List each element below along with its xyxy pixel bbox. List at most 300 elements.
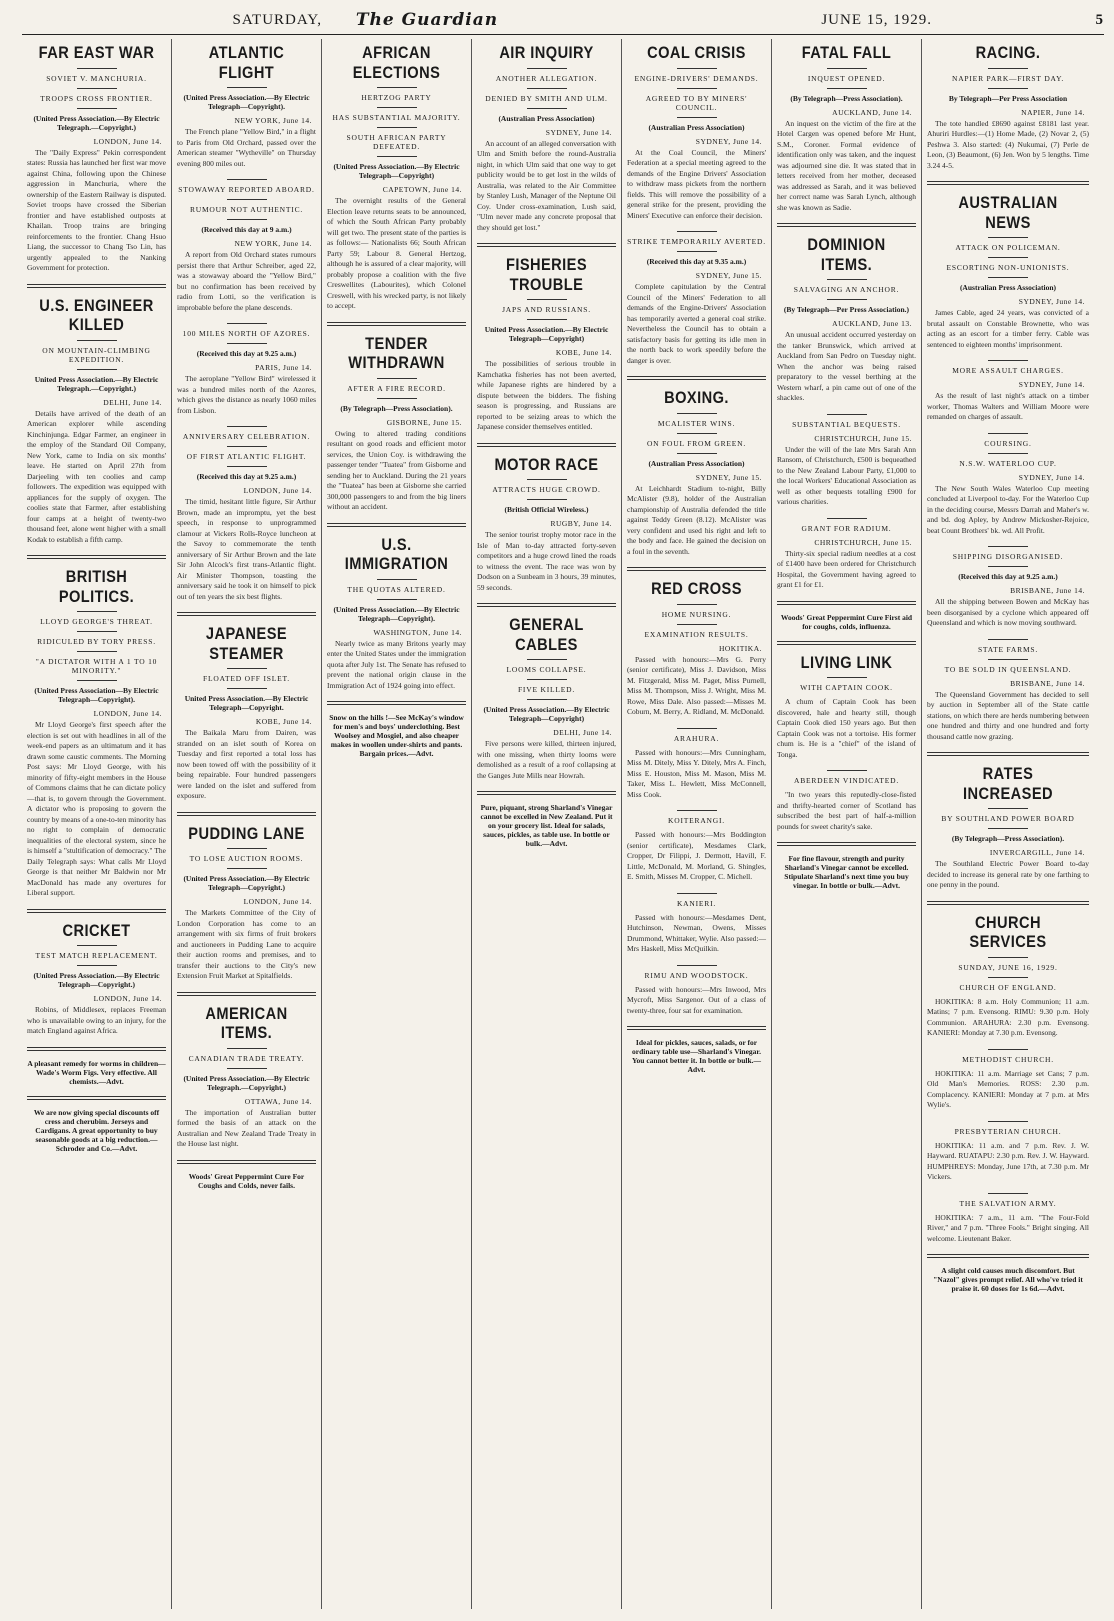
article [927,181,1089,350]
article-body [927,997,1089,1039]
article-body [177,728,316,802]
article-dateline: PARIS, June 14. [255,363,312,373]
article-dateline: AUCKLAND, June 13. [832,319,912,329]
article [927,43,1089,171]
rule [677,231,717,232]
column-5 [622,39,772,1609]
article-body [327,639,466,692]
rule [827,414,867,415]
article-headline: GENERAL CABLES [509,615,584,654]
article-subheading: ON FOUL FROM GREEN. [646,438,747,448]
rule [527,479,567,480]
rule [227,343,267,344]
article-body [627,748,766,801]
rule [77,631,117,632]
article-body [777,697,916,760]
article-text: All the shipping between Bowen and McKay has been disorganised by a cyclone which appeared off Queensland and which is now moving southward. [927,597,1089,628]
article-text: The Queensland Government has decided to sell by auction in September all of the State cattle stations, on which there are herds numbering between one hundred and thirty and one hundred and forty thousand cattle now grazing. [927,689,1089,741]
column-2 [172,39,322,1609]
article-headline: AFRICAN ELECTIONS [352,43,441,82]
rule [827,299,867,300]
article-subheading: METHODIST CHURCH. [962,1054,1054,1064]
rule [377,579,417,580]
rule [227,199,267,200]
article-body [627,830,766,883]
article-text: The aeroplane "Yellow Bird" wirelessed it was a hundred miles north of the Azores, which gives the distance as nearly 1060 miles from Lisbon. [177,374,316,415]
article-text: At Leichhardt Stadium to-night, Billy McAlister (9.8), holder of the Australian championship of Australia defended the title against Teddy Green (8.12). McAlister was very confident and used his right and left to the body and face. He gained the decision on a foul in the seventh. [627,483,766,556]
article-subheading: SUBSTANTIAL BEQUESTS. [792,419,901,429]
article [777,414,916,508]
article-dateline: SYDNEY, June 14. [695,136,762,146]
article-body [927,859,1089,891]
rule [677,413,717,414]
rule [227,87,267,88]
article-body [627,148,766,222]
article-headline: RED CROSS [651,579,742,599]
masthead [22,6,1104,35]
rule [527,499,567,500]
article-text: Passed with honours:—Mrs Boddington (senior certificate), Mesdames Clark, Cropper, Dr Filippi, J. Dermott, Havill, F. Little, McDonald, M. Morland, G. Shingles, E. Smith, Misses M. Cropper, C. Michell. [627,830,766,882]
article-dateline: WASHINGTON, June 14. [373,627,462,637]
article [27,909,166,1037]
article-source: (United Press Association.—By Electric Telegraph—Copyright). [333,604,460,623]
rule [827,88,867,89]
article-body [477,359,616,433]
article-source: (Received this day at 9.25 a.m.) [196,349,297,359]
article-subheading: BY SOUTHLAND POWER BOARD [941,814,1075,824]
article-body [777,119,916,214]
article-dateline: CHRISTCHURCH, June 15. [814,537,912,547]
article-dateline: CHRISTCHURCH, June 15. [814,433,912,443]
article-text: The Southland Electric Power Board to-day decided to increase its general rate by one farthing to one penny in the pound. [927,859,1089,890]
masthead-day: SATURDAY, [232,11,322,28]
article-subheading: SOUTH AFRICAN PARTY DEFEATED. [346,133,447,152]
divider [927,901,1089,905]
article-body [477,739,616,781]
article-subheading: HAS SUBSTANTIAL MAJORITY. [332,113,461,123]
advertisement [777,601,916,631]
article-text: Details have arrived of the death of an American explorer while ascending Kinchinjunga. Edgar Farmer, an engineer in the employ of the Standard Oil Company, New York, came to India on six months' leave. He started on April 27th from Darjeeling with ten coolies and camp followers. The expedition was equipped with appliances for the supply of oxygen. The coolies state that Farmer, after establishing four camps at a height of twenty-two thousand feet, alone went higher with a small Kodak to establish a fifth camp. [27,408,166,544]
ad-text: Woods' Great Peppermint Cure For Coughs and Colds, never fails. [188,1171,305,1190]
article [627,728,766,801]
article-dateline: NEW YORK, June 14. [234,239,312,249]
rule [988,237,1028,238]
article [927,639,1089,743]
article-text: Passed with honours:—Mrs G. Perry (senior certificate), Miss J. Davidson, Miss M. Fitzgerald, Miss M. Paget, Miss Purnell, Miss M. Thompson, Miss J. Wright, Miss M. Rowe, Miss Dale. Also passed:—Misses M. Coburn, M. Berry, A. Ridland, M. McDonald. [627,654,766,717]
rule [677,251,717,252]
article-subheading: AGREED TO BY MINERS' COUNCIL. [645,93,748,112]
article-subheading: WITH CAPTAIN COOK. [800,683,893,693]
article-dateline: BRISBANE, June 14. [1010,678,1085,688]
rule [988,68,1028,69]
article-subheading: RUMOUR NOT AUTHENTIC. [189,205,304,215]
article-body [927,119,1089,172]
article-subheading: TO BE SOLD IN QUEENSLAND. [944,664,1072,674]
article [627,43,766,221]
article [327,523,466,692]
article-subheading: OF FIRST ATLANTIC FLIGHT. [186,452,307,462]
divider [927,1254,1089,1258]
article-source: (By Telegraph—Press Association). [790,93,903,103]
article-headline: ATLANTIC FLIGHT [208,43,285,82]
article-subheading: HERTZOG PARTY [361,93,432,103]
rule [827,518,867,519]
article-source: (United Press Association.—By Electric Telegraph.—Copyright.) [183,1073,310,1092]
divider [927,181,1089,185]
rule [377,378,417,379]
article-body [27,409,166,546]
article-headline: U.S. ENGINEER KILLED [39,295,154,335]
article-text: The overnight results of the General Election leave returns seats to be announced, of which the South African Party probably will get two. The present state of the parties is as follows:— Nationalists 66; South African Party 59; Labour 8. General Hertzog, although he is assured of a clear majority, will probably propose a coalition with the five Creswellites (Labourites), which Colonel Creswell, with his wrecked party, is not likely to accept. [327,196,466,311]
article-headline: PUDDING LANE [188,823,305,843]
divider [627,567,766,571]
article-headline: CHURCH SERVICES [969,912,1047,952]
divider [477,443,616,447]
article-dateline: SYDNEY, June 14. [1018,472,1085,482]
rule [377,398,417,399]
article-subheading: LLOYD GEORGE'S THREAT. [40,617,153,627]
column-6 [772,39,922,1609]
rule [988,828,1028,829]
rule [227,688,267,689]
ad-text: Snow on the hills !—See McKay's window for men's and boys' underclothing. Best Woolsey and Mosgiel, and also cheaper makes in woollen under-shirts and pants. Bargain prices.—Advt. [329,713,464,759]
article-subheading: PRESBYTERIAN CHURCH. [954,1126,1062,1136]
divider [27,284,166,288]
article [27,43,166,274]
article-dateline: NEW YORK, June 14. [234,116,312,126]
article-subheading: STRIKE TEMPORARILY AVERTED. [627,237,766,247]
article-text: Thirty-six special radium needles at a cost of £1400 have been ordered for Christchurch Hospital, the Government having agreed to grant £1 for £1. [777,548,916,590]
article-text: The timid, hesitant little figure, Sir Arthur Brown, made an impromptu, yet the best speech, in response to unprogrammed clamour at Vickers Rolls-Royce luncheon at the Savoy to commemorate the tenth anniversary of Sir Arthur Brown and the late Sir John Alcock's first trans-Atlantic flight. Air Minister Thompson, toasting the anniversary said he took it on himself to pick out of ten years the six best flights. [177,497,316,601]
article-source: (Received this day at 9 a.m.) [201,225,292,235]
article-headline: AMERICAN ITEMS. [205,1003,288,1043]
rule [77,680,117,681]
article-source: (Received this day at 9.25 a.m.) [196,472,297,482]
rule [227,426,267,427]
article-text: The possibilities of serious trouble in Kamchatka fisheries has not been averted, while Japanese rights are hindered by a dispute between the bidders. The fishing season is progressing, and Russians are reported to be seizing areas to which the Japanese consider themselves entitled. [477,359,616,432]
rule [827,279,867,280]
article-text: Complete capitulation by the Central Council of the Miners' Federation to all demands of the Engine-Drivers' Association has temporarily averted a general coal strike. Nevertheless the Council has to obtain a satisfactory basis for getting its idle men in the north back to work speedily before the danger is over. [627,282,766,365]
article-text: Passed with honours:—Mrs Cunningham, Miss M. Ditely, Miss Y. Ditely, Mrs A. Finch, Miss E. Houston, Miss M. Mason, Miss M. Taker, Miss L. Hewlett, Miss McConnell, Miss Cook. [627,747,766,799]
article-text: The "Daily Express" Pekin correspondent states: Russia has launched her first war move against China, following upon the Chinese aggression in Manchuria, where the ownership of the Eastern Railway is disputed. Soviet troops have crossed the Siberian frontier and have established outposts at Khailan. Troop trains are bringing reinforcements to the frontier. Chang Hsuo Liang, the successor to Chang Tso Lin, has urgently appealed to the Nanking Government for protection. [27,147,166,273]
article [177,992,316,1150]
article-subheading: TROOPS CROSS FRONTIER. [40,93,153,103]
article-source: (By Telegraph—Per Press Association.) [783,305,910,315]
divider [477,603,616,607]
article [927,901,1089,1039]
rule [77,369,117,370]
article-text: "In two years this reputedly-close-fisted and thrifty-hearted corner of Scotland has subscribed the best part of half-a-million pounds for sweet charity's sake. [777,790,916,831]
article-headline: JAPANESE STEAMER [205,624,288,663]
article-subheading: JAPS AND RUSSIANS. [502,305,591,315]
rule [77,945,117,946]
rule [988,977,1028,978]
article-headline: RACING. [975,43,1041,62]
article-text: A chum of Captain Cook has been discovered, hale and hearty still, though Captain Cook died 150 years ago. But then Captain Cook was not a tortoise. His former chum is. He is a "chief" of the island of Tonga. [777,697,916,759]
article-text: Under the will of the late Mrs Sarah Ann Ransom, of Christchurch, £500 is bequeathed to the New Zealand Labour Party, £1,000 to the local Workers' Educational Association as well as other bequests totalling £900 for various charities. [777,444,916,507]
article-headline: U.S. IMMIGRATION [344,534,449,574]
article-source: (By Telegraph—Press Association). [951,834,1065,844]
article-source: (United Press Association—By Electric Telegraph—Copyright). [34,686,159,705]
article [477,603,616,781]
article-subheading: DENIED BY SMITH AND ULM. [485,93,608,103]
article-subheading: SOVIET V. MANCHURIA. [46,73,147,83]
divider [627,1026,766,1030]
article-text: HOKITIKA: 7 a.m., 11 a.m. "The Four-Fold River," and 7 p.m. "Three Fools." Bright singing. All welcome. Lieutenant Baker. [927,1212,1089,1243]
advertisement [177,1160,316,1190]
column-3 [322,39,472,1609]
article-subheading: KOITERANGI. [668,816,725,826]
rule [988,453,1028,454]
article-text: At the Coal Council, the Miners' Federation at a special meeting agreed to the demands of the Engine Drivers' Association to withdraw mass pickets from the northern fields. This will remove the possibility of a general strike for the present, providing the Miners' Executive can enforce their decision. [627,147,766,220]
article-dateline: CAPETOWN, June 14. [382,185,462,195]
article-body [627,655,766,718]
advertisement [777,842,916,890]
article-text: HOKITIKA: 11 a.m. and 7 p.m. Rev. J. W. Hayward. RUATAPU: 2.30 p.m. Rev. J. W. Hayward. HUMPHREYS: Monday, June 17th, at 7.30 p.m. Mr Vickers. [927,1140,1089,1182]
article-body [927,391,1089,423]
article-body [777,790,916,832]
article [627,231,766,366]
rule [227,219,267,220]
article [477,43,616,233]
divider [327,322,466,326]
article-text: An account of an alleged conversation with Ulm and Smith before the round-Australia night, in which Ulm said that one way to get publicity would be to get lost in the wilds of Australia, was related to the Air Committee by Stanley Lush, Manager of the Neptune Oil Coy. Under cross-examination, Lush said, "Ulm never made any concrete proposal that they should get lost." [477,138,616,232]
article [627,376,766,557]
article-subheading: CANADIAN TRADE TREATY. [188,1053,305,1063]
article-source: (United Press Association.—By Electric Telegraph—Copyright) [483,705,610,724]
rule [988,1193,1028,1194]
article-dateline: KOBE, June 14. [255,717,312,727]
article-text: James Cable, aged 24 years, was convicted of a brutal assault on Constable Brownette, who was acting as an escort for a timber ferry. Cable was sentenced to eighteen months' imprisonment. [927,308,1089,349]
rule [677,604,717,605]
advertisement [477,791,616,848]
article-body [627,484,766,558]
article [777,641,916,761]
rule [227,446,267,447]
article-text: The senior tourist trophy motor race in the Isle of Man to-day attracted forty-seven competitors and a huge crowd lined the roads to witness the event. The race was won by Dodson on a Sunbeam in 3 hours, 39 minutes, 59 seconds. [477,530,616,592]
article-headline: CRICKET [62,920,131,940]
divider [327,523,466,527]
article-subheading: SALVAGING AN ANCHOR. [793,285,900,295]
article-dateline: RUGBY, June 14. [550,519,612,529]
article [777,518,916,591]
rule [227,1068,267,1069]
rule [527,659,567,660]
article [927,752,1089,891]
article-body [927,308,1089,350]
rule [377,107,417,108]
ad-text: For fine flavour, strength and purity Sharland's Vinegar cannot be excelled. Stipulate Sharland's next time you buy vinegar. In bottle or bulk.—Advt. [784,854,909,891]
article-headline: BRITISH POLITICS. [58,567,135,606]
rule [677,453,717,454]
article-subheading: LOOMS COLLAPSE. [506,665,587,675]
article-subheading: HOME NURSING. [661,609,732,619]
article-source: (United Press Association.—By Electric Telegraph—Copyright). [183,93,310,112]
article-body [627,913,766,955]
article-source: (United Press Association.—By Electric Telegraph—Copyright.) [33,971,160,990]
article-text: HOKITIKA: 11 a.m. Marriage set Cans; 7 p.m. Old Man's Memories. ROSS: 2.30 p.m. Complacency. KANIERI: Monday at 7 p.m. at Mrs Wylie's. [927,1068,1089,1110]
article-subheading: "A DICTATOR WITH A 1 TO 10 MINORITY." [35,657,158,676]
rule [77,651,117,652]
rule [677,68,717,69]
article-dateline: LONDON, June 14. [243,486,312,496]
ad-text: Pure, piquant, strong Sharland's Vinegar cannot be excelled in New Zealand. Put it on your grocery list. Ideal for salads, sauces, pickles, as table use. In bottle or bulk.—Advt. [480,803,613,849]
article [777,770,916,832]
article [177,426,316,602]
rule [988,1121,1028,1122]
ad-text: We are now giving special discounts off cress and cherubim. Jerseys and Cardigans. A great opportunity to buy seasonable goods at a big reduction.—Schroder and Co.—Advt. [33,1107,160,1153]
column-4 [472,39,622,1609]
rule [227,1048,267,1049]
article-headline: AUSTRALIAN NEWS [958,193,1058,232]
article-subheading: ANNIVERSARY CELEBRATION. [182,432,311,442]
rule [988,433,1028,434]
article [177,179,316,313]
article-body [177,127,316,169]
rule [677,728,717,729]
article-dateline: SYDNEY, June 15. [695,472,762,482]
article-dateline: INVERCARGILL, June 14. [989,848,1085,858]
article-source: (United Press Association.—By Electric Telegraph—Copyright.) [183,874,310,893]
rule [988,88,1028,89]
article-source: (Australian Press Association) [959,283,1057,293]
article-subheading: KANIERI. [676,898,717,908]
article-dateline: SYDNEY, June 15. [695,271,762,281]
masthead-title: The Guardian [355,10,499,30]
rule [988,546,1028,547]
article-headline: MOTOR RACE [494,454,599,474]
article-dateline: SYDNEY, June 14. [1018,297,1085,307]
article-source: (Australian Press Association) [648,122,745,132]
column-7 [922,39,1094,1609]
article-headline: RATES INCREASED [963,764,1053,803]
article-text: Passed with honours:—Mrs Inwood, Mrs Mycroft, Miss Sargenor. Out of a class of twenty-three, four sat for examination. [627,984,766,1015]
article-subheading: INQUEST OPENED. [807,73,886,83]
article-body [927,1069,1089,1111]
article-source: (British Official Wireless.) [504,505,589,515]
article-subheading: COURSING. [984,438,1032,448]
article-text: HOKITIKA: 8 a.m. Holy Communion; 11 a.m. Matins; 7 p.m. Evensong. RIMU: 9.30 p.m. Holy Communion. ARAHURA: 2.30 p.m. Evensong. KANIERI: Monday at 7.30 p.m. Evensong. [927,996,1089,1038]
rule [77,68,117,69]
advertisement [927,1254,1089,1293]
article-dateline: LONDON, June 14. [93,709,162,719]
divider [477,791,616,795]
article [927,546,1089,629]
rule [677,893,717,894]
article-body [177,250,316,313]
article [177,323,316,416]
rule [377,156,417,157]
article-body [627,282,766,366]
column-1 [22,39,172,1609]
article-headline: COAL CRISIS [647,43,746,62]
rule [527,699,567,700]
article-text: Five persons were killed, thirteen injured, with one missing, when thirty looms were demolished as a result of a roof collapsing at the Ganges Jute Mills near Howrah. [477,739,616,780]
article-body [27,148,166,274]
rule [988,566,1028,567]
article-subheading: ANOTHER ALLEGATION. [495,73,598,83]
rule [227,466,267,467]
divider [177,612,316,616]
article-subheading: ATTACK ON POLICEMAN. [955,243,1061,253]
article-body [327,196,466,312]
article-dateline: DELHI, June 14. [103,397,162,407]
article-body [327,429,466,513]
article-subheading: NAPIER PARK—FIRST DAY. [951,73,1064,83]
article-body [927,1213,1089,1245]
article [777,223,916,404]
rule [77,88,117,89]
article-subheading: RIMU AND WOODSTOCK. [644,970,749,980]
article-text: As the result of last night's attack on a timber worker, Thomas Walters and William Moore were remanded on charges of assault. [927,391,1089,422]
masthead-date: JUNE 15, 1929. [821,11,932,28]
article-body [927,1141,1089,1183]
rule [377,127,417,128]
article-headline: AIR INQUIRY [499,43,594,62]
rule [988,1049,1028,1050]
rule [988,808,1028,809]
article-subheading: ENGINE-DRIVERS' DEMANDS. [634,73,759,83]
article [927,433,1089,537]
divider [777,641,916,645]
rule [527,319,567,320]
rule [377,87,417,88]
article-text: An unusual accident occurred yesterday on the tanker Brunswick, which arrived at Auckland from San Pedro on Tuesday night. When the anchor was being raised preparatory to the vessel berthing at the Western wharf, a pin came out of one of the shackles. [777,330,916,403]
article [927,1193,1089,1245]
article [177,612,316,802]
article-dateline: SYDNEY, June 14. [1018,380,1085,390]
article-subheading: ABERDEEN VINDICATED. [793,776,900,786]
rule [77,340,117,341]
article-subheading: FIVE KILLED. [517,685,576,695]
advertisement [27,1096,166,1153]
rule [827,770,867,771]
article-body [477,530,616,593]
article-source: (Received this day at 9.35 a.m.) [646,257,747,267]
article-source: (United Press Association.—By Electric Telegraph.—Copyright.) [33,113,160,132]
article-subheading: THE SALVATION ARMY. [959,1198,1057,1208]
article-body [477,139,616,234]
article-subheading: TEST MATCH REPLACEMENT. [35,951,158,961]
article-body [177,1108,316,1150]
article-source: By Telegraph—Per Press Association [948,93,1068,103]
rule [827,68,867,69]
columns [22,39,1104,1609]
rule [527,299,567,300]
rule [677,624,717,625]
divider [777,842,916,846]
article-headline: BOXING. [664,388,729,408]
divider [27,1096,166,1100]
article-subheading: AFTER A FIRE RECORD. [347,383,446,393]
rule [527,88,567,89]
article-text: The Markets Committee of the City of London Corporation has come to an arrangement with six firms of fruit brokers and auctioneers in Pudding Lane to acquire their auction rooms and premises, and to transfer their auctions to the City's new Extension Fruit Market at Spitalfields. [177,908,316,981]
article-body [27,1005,166,1037]
article [177,812,316,982]
article-headline: TENDER WITHDRAWN [348,333,445,373]
article-text: Nearly twice as many Britons yearly may enter the United States under the immigration quota after July 1st. The Senate has refused to prevent the national origin clause in the Immigration Act of 1924 going into effect. [327,638,466,690]
article-source: (Received this day at 9.25 a.m.) [958,572,1058,582]
article-subheading: MORE ASSAULT CHARGES. [952,366,1064,376]
article-text: The New South Wales Waterloo Cup meeting concluded at Liverpool to-day. For the Waterloo Cup in the deciding course, Messrs Darrah and Maher's w. and bd. dog Apley, by Andrew Mickosher-Rejoice, beat Count Brothers' bk. wd. All Profit. [927,483,1089,535]
article-dateline: LONDON, June 14. [93,136,162,146]
article-body [177,908,316,982]
article-subheading: ARAHURA. [673,733,720,743]
rule [988,360,1028,361]
rule [377,599,417,600]
article-subheading: ESCORTING NON-UNIONISTS. [946,263,1070,273]
article-body [927,484,1089,537]
